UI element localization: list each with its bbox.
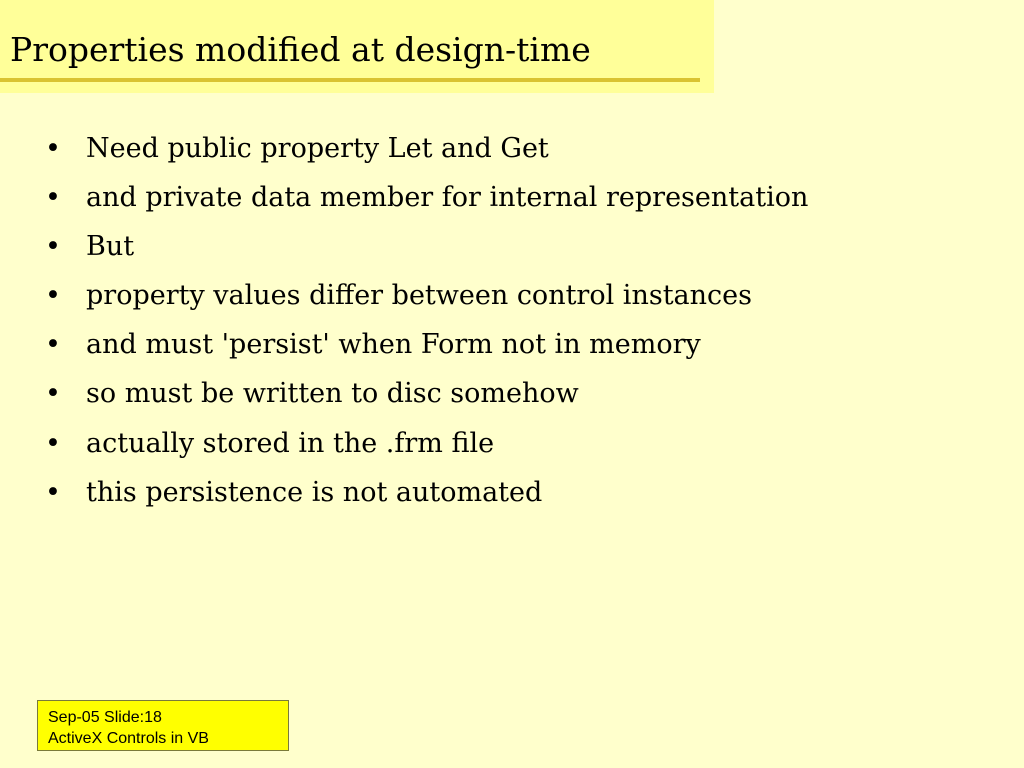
list-item bbox=[45, 222, 808, 271]
bullet-icon: • bbox=[45, 280, 61, 312]
footer-box bbox=[37, 700, 289, 751]
list-item bbox=[45, 124, 808, 173]
bullet-icon: • bbox=[45, 476, 61, 508]
slide-title: Properties modified at design-time bbox=[10, 30, 591, 69]
list-item bbox=[45, 320, 808, 369]
bullet-list bbox=[45, 124, 808, 517]
bullet-text: this persistence is not automated bbox=[86, 476, 543, 508]
list-item bbox=[45, 271, 808, 320]
list-item bbox=[45, 419, 808, 468]
bullet-text: and must 'persist' when Form not in memory bbox=[86, 329, 701, 361]
footer-course-title: ActiveX Controls in VB bbox=[48, 730, 209, 747]
bullet-icon: • bbox=[45, 231, 61, 263]
bullet-icon: • bbox=[45, 427, 61, 459]
bullet-text: Need public property Let and Get bbox=[86, 133, 549, 164]
bullet-text: so must be written to disc somehow bbox=[86, 378, 579, 410]
bullet-text: and private data member for internal representation bbox=[86, 182, 809, 214]
bullet-text: actually stored in the .frm file bbox=[86, 427, 495, 459]
list-item bbox=[45, 369, 808, 418]
bullet-icon: • bbox=[45, 182, 61, 214]
list-item bbox=[45, 173, 808, 222]
footer-date-slide: Sep-05 Slide:18 bbox=[48, 709, 162, 726]
bullet-icon: • bbox=[45, 329, 61, 361]
list-item bbox=[45, 468, 808, 517]
bullet-icon: • bbox=[45, 133, 61, 164]
bullet-icon: • bbox=[45, 378, 61, 410]
bullet-text: property values differ between control instances bbox=[86, 280, 752, 312]
bullet-text: But bbox=[86, 231, 135, 263]
title-underline bbox=[0, 78, 700, 82]
